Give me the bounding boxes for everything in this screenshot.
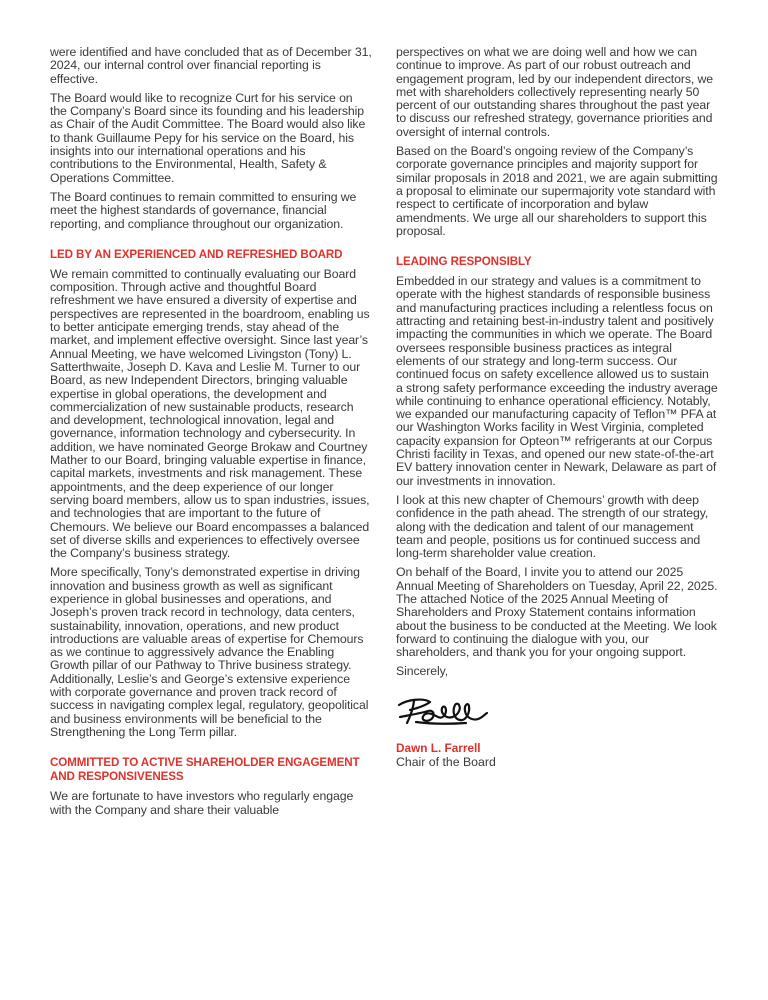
heading-refreshed-board: LED BY AN EXPERIENCED AND REFRESHED BOARD bbox=[50, 247, 343, 261]
paragraph-annual-meeting-invite: On behalf of the Board, I invite you to attend our 2025 Annual Meeting of Shareholders on Tuesday, April 22, 2025. The attached Notice of the 2025 Annual Meeting of Shareholders and Proxy Statement contains information about the business to be conducted at the Meeting. We look forward to continuing the dialogue with you, our shareholders, and thank you for your ongoing support. bbox=[396, 565, 718, 660]
paragraph-investor-engagement: We are fortunate to have investors who regularly engage with the Company and share their valuable bbox=[50, 789, 354, 817]
right-column bbox=[396, 46, 718, 769]
paragraph-growth-confidence: I look at this new chapter of Chemours’ growth with deep confidence in the path ahead. The strength of our strategy, along with the dedication and talent of our management team and people, positions us for continued success and long-term shareholder value creation. bbox=[396, 492, 709, 561]
paragraph-responsible-business: Embedded in our strategy and values is a commitment to operate with the highest standards of responsible business and manufacturing practices including a relentless focus on attracting and retaining best-in-industry talent and positively impacting the communities in which we operate. The Board oversees responsible business practices as integral elements of our strategy and long-term success. Our continued focus on safety excellence allowed us to sustain a strong safety performance exceeding the industry average while continuing to enhance operational efficiency. Notably, we expanded our manufacturing capacity of Teflon™ PFA at our Washington Works facility in West Virginia, completed capacity expansion for Opteon™ refrigerants at our Corpus Christi facility in Texas, and opened our new state-of-the-art EV battery innovation center in Newark, Delaware as part of our investments in innovation. bbox=[396, 274, 718, 488]
signer-title: Chair of the Board bbox=[396, 754, 496, 769]
paragraph-outreach-program: perspectives on what we are doing well and how we can continue to improve. As part of our robust outreach and engagement program, led by our independent directors, we met with shareholders collectively representing nearly 50 percent of our outstanding shares throughout the past year to discuss our refreshed strategy, governance priorities and oversight of internal controls. bbox=[396, 45, 714, 139]
heading-leading-responsibly: LEADING RESPONSIBLY bbox=[396, 255, 532, 269]
closing-salutation: Sincerely, bbox=[396, 664, 449, 679]
signature-image bbox=[396, 693, 496, 729]
heading-shareholder-engagement: COMMITTED TO ACTIVE SHAREHOLDER ENGAGEMENT AND RESPONSIVENESS bbox=[50, 756, 360, 784]
paragraph-board-composition: We remain committed to continually evaluating our Board composition. Through active and thoughtful Board refreshment we have ensured a diversity of expertise and perspectives are represented in the boardroom, enabling us to better anticipate emerging trends, stay ahead of the market, and implement effective oversight. Since last year’s Annual Meeting, we have welcomed Livingston (Tony) L. Satterthwaite, Joseph D. Kava and Leslie M. Turner to our Board, as new Independent Directors, bringing valuable expertise in global operations, the development and commercialization of new sustainable products, research and development, technological innovation, legal and governance, information technology and cybersecurity. In addition, we have nominated George Brokaw and Courtney Mather to our Board, bringing valuable expertise in finance, capital markets, investments and risk management. These appointments, and the deep experience of our longer serving board members, allow us to span industries, issues, and technologies that are important to the future of Chemours. We believe our Board encompasses a balanced set of diverse skills and experiences to effectively oversee the Company’s business strategy. bbox=[50, 266, 370, 561]
paragraph-supermajority-proposal: Based on the Board’s ongoing review of the Company’s corporate governance principles and majority support for similar proposals in 2018 and 2021, we are again submitting a proposal to eliminate our supermajority vote standard with respect to certificate of incorporation and bylaw amendments. We urge all our shareholders to support this proposal. bbox=[396, 144, 718, 238]
signer-name: Dawn L. Farrell bbox=[396, 740, 481, 755]
paragraph-internal-control: were identified and have concluded that as of December 31, 2024, our internal control over financial reporting is effective. bbox=[50, 45, 372, 86]
paragraph-governance-commitment: The Board continues to remain committed to ensuring we meet the highest standards of governance, financial reporting, and compliance throughout our organization. bbox=[50, 189, 357, 231]
paragraph-board-recognition: The Board would like to recognize Curt for his service on the Company’s Board since its founding and his leadership as Chair of the Audit Committee. The Board would also like to thank Guillaume Pepy for his service on the Board, his insights into our international operations and his contributions to the Environmental, Health, Safety & Operations Committee. bbox=[50, 90, 366, 185]
paragraph-director-expertise: More specifically, Tony’s demonstrated expertise in driving innovation and business growth as well as significant experience in global businesses and operations, and Joseph’s proven track record in technology, data centers, sustainability, innovation, operations, and new product introductions are valuable areas of expertise for Chemours as we continue to aggressively advance the Enabling Growth pillar of our Pathway to Thrive business strategy. Additionally, Leslie’s and George’s extensive experience with corporate governance and proven track record of success in navigating complex legal, regulatory, geopolitical and business environments will be beneficial to the Strengthening the Long Term pillar. bbox=[50, 565, 369, 739]
left-column bbox=[50, 46, 372, 823]
